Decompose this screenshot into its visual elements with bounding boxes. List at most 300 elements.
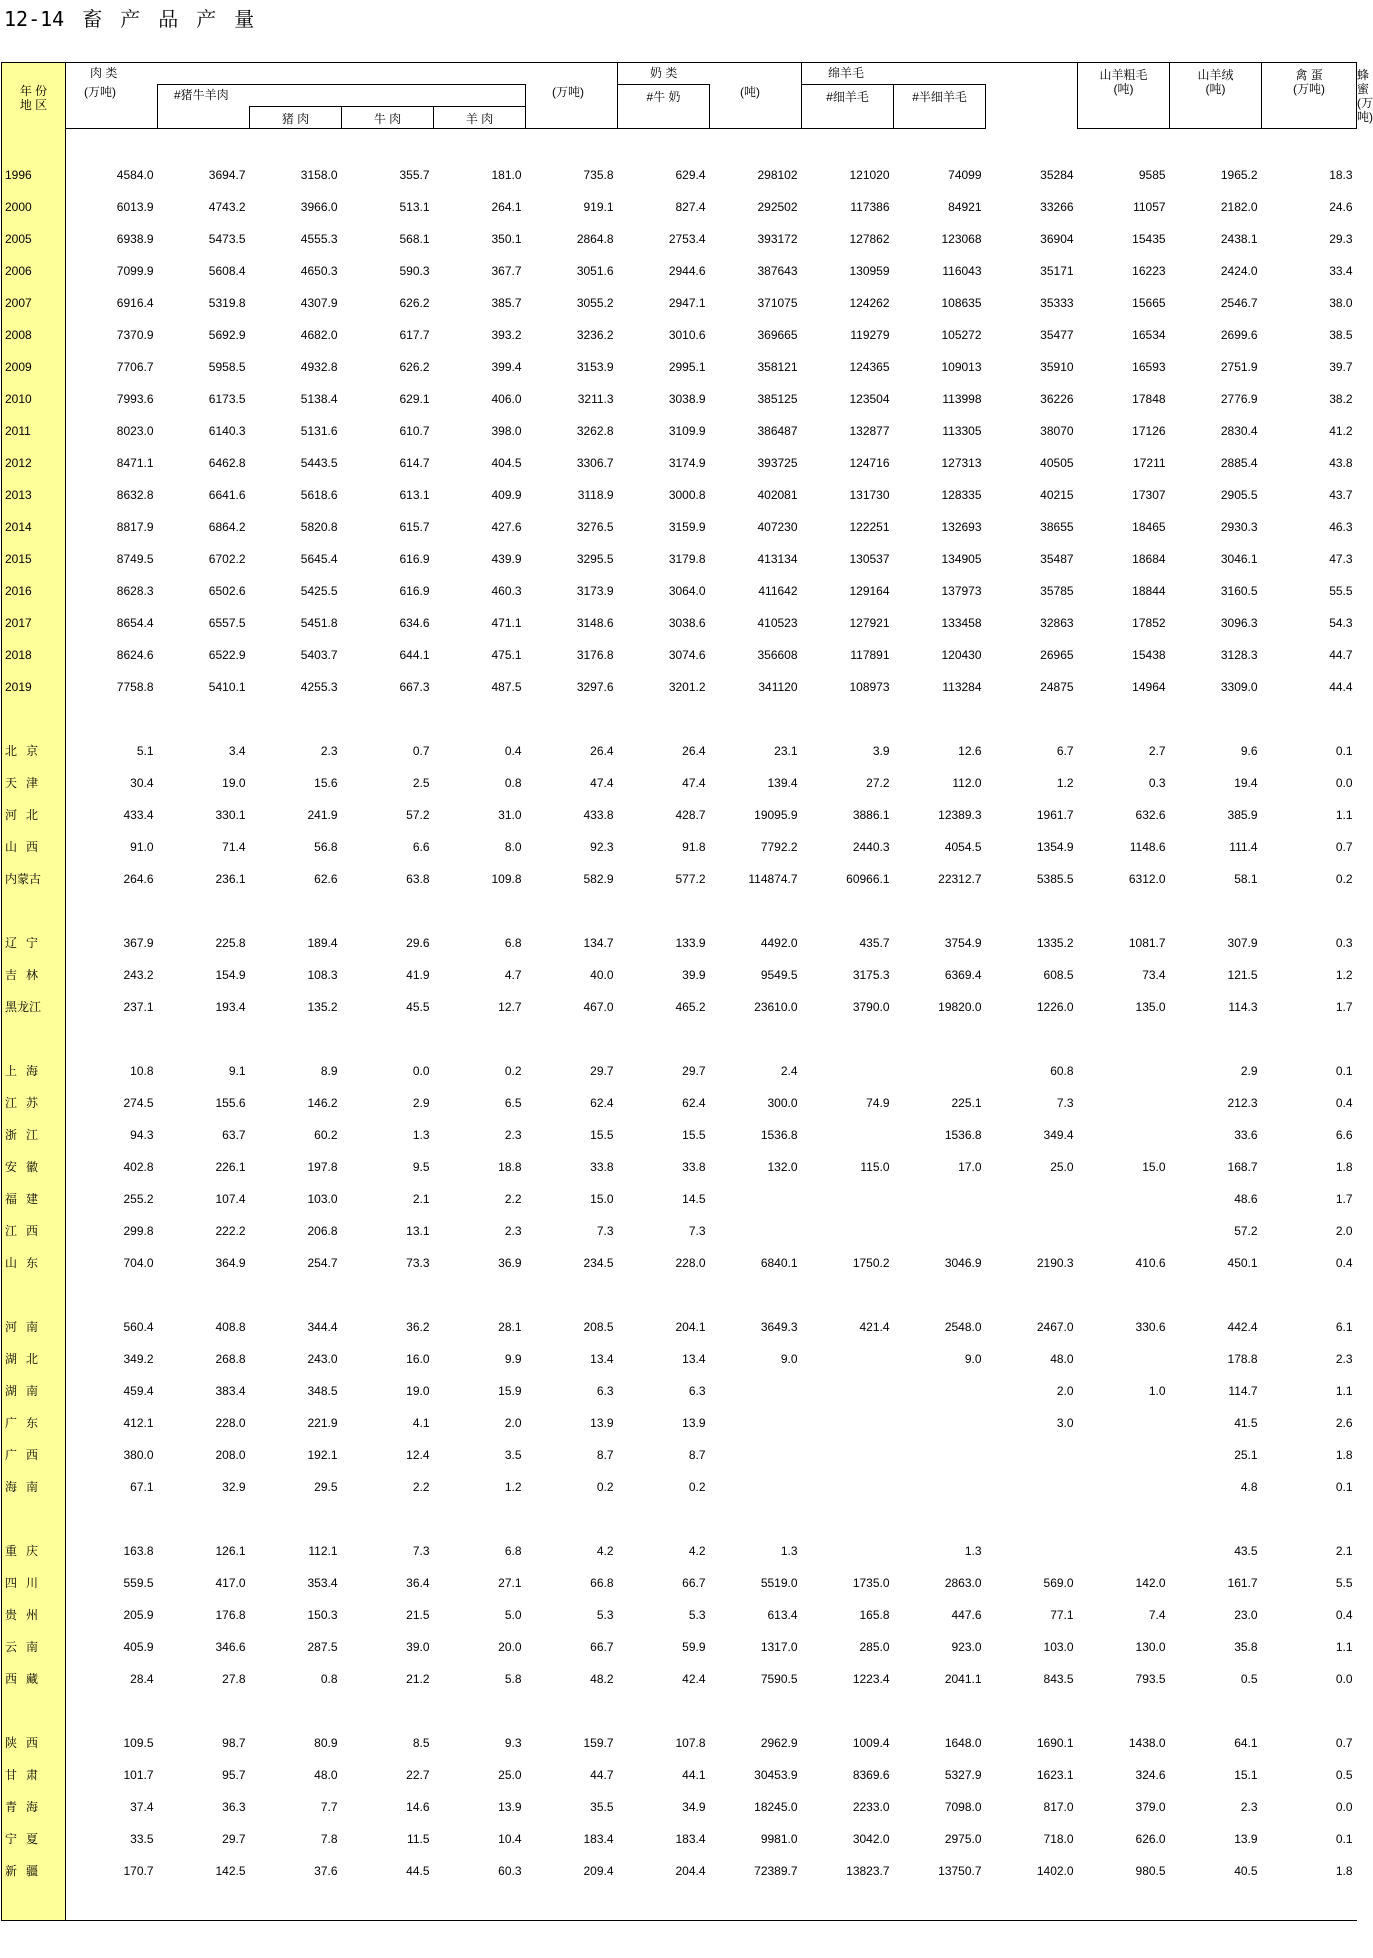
value-cell: 3.9 — [872, 743, 890, 758]
value-cell: 919.1 — [583, 199, 614, 214]
value-cell: 629.1 — [399, 391, 430, 406]
value-cell: 613.4 — [767, 1607, 798, 1622]
value-cell: 4932.8 — [300, 359, 338, 374]
value-cell: 62.4 — [682, 1095, 706, 1110]
empty-cell — [342, 1023, 434, 1055]
value-cell: 29.7 — [222, 1831, 246, 1846]
region-row — [2, 735, 1357, 767]
value-cell: 62.6 — [314, 871, 338, 886]
header-pork: 猪 肉 — [250, 107, 342, 129]
empty-cell — [1262, 129, 1357, 159]
value-cell — [802, 1535, 894, 1567]
value-cell: 9.1 — [228, 1063, 246, 1078]
value-cell: 704.0 — [123, 1255, 154, 1270]
year-cell: 2012 — [2, 447, 66, 479]
value-cell: 613.1 — [399, 487, 430, 502]
value-cell: 36226 — [1040, 391, 1074, 406]
region-cell: 山西 — [2, 831, 66, 863]
value-cell: 15.5 — [682, 1127, 706, 1142]
value-cell: 9585 — [1138, 167, 1166, 182]
value-cell: 5.3 — [596, 1607, 614, 1622]
value-cell: 47.4 — [590, 775, 614, 790]
value-cell — [1078, 1535, 1170, 1567]
value-cell: 3211.3 — [577, 391, 614, 406]
value-cell: 1226.0 — [1036, 999, 1074, 1014]
value-cell: 6.1 — [1335, 1319, 1353, 1334]
value-cell: 6702.2 — [208, 551, 246, 566]
empty-cell — [1262, 1887, 1357, 1921]
value-cell: 3276.5 — [576, 519, 614, 534]
year-cell: 2014 — [2, 511, 66, 543]
value-cell: 36.3 — [222, 1799, 246, 1814]
value-cell: 0.4 — [1335, 1095, 1353, 1110]
value-cell — [986, 1535, 1078, 1567]
region-row — [2, 1663, 1357, 1695]
value-cell: 124262 — [849, 295, 890, 310]
value-cell: 44.7 — [590, 1767, 614, 1782]
value-cell: 0.1 — [1335, 743, 1353, 758]
empty-cell — [434, 1023, 526, 1055]
value-cell: 206.8 — [307, 1223, 338, 1238]
value-cell: 119279 — [850, 327, 890, 342]
value-cell: 154.9 — [215, 967, 246, 982]
value-cell: 1.8 — [1335, 1863, 1353, 1878]
value-cell — [710, 1215, 802, 1247]
year-cell: 2019 — [2, 671, 66, 703]
value-cell: 3109.9 — [668, 423, 706, 438]
value-cell: 285.0 — [859, 1639, 890, 1654]
region-cell: 西藏 — [2, 1663, 66, 1695]
value-cell: 569.0 — [1043, 1575, 1074, 1590]
value-cell: 105272 — [941, 327, 982, 342]
value-cell: 367.9 — [123, 935, 154, 950]
value-cell: 6.3 — [688, 1383, 706, 1398]
region-row — [2, 1055, 1357, 1087]
value-cell — [1078, 1215, 1170, 1247]
value-cell: 274.5 — [123, 1095, 154, 1110]
header-cashmere — [1170, 63, 1262, 129]
value-cell: 475.1 — [491, 647, 522, 662]
value-cell: 0.7 — [412, 743, 430, 758]
value-cell: 2.0 — [1056, 1383, 1074, 1398]
value-cell: 298102 — [757, 167, 798, 182]
value-cell: 13.9 — [682, 1415, 706, 1430]
empty-cell — [434, 1887, 526, 1921]
value-cell: 2467.0 — [1036, 1319, 1074, 1334]
value-cell: 9.3 — [504, 1735, 522, 1750]
value-cell: 3159.9 — [668, 519, 706, 534]
value-cell: 0.5 — [1240, 1671, 1258, 1686]
value-cell: 5.8 — [504, 1671, 522, 1686]
value-cell: 6.3 — [596, 1383, 614, 1398]
value-cell: 616.9 — [399, 551, 430, 566]
region-row — [2, 1311, 1357, 1343]
value-cell: 6641.6 — [208, 487, 246, 502]
year-cell: 2016 — [2, 575, 66, 607]
value-cell: 121.5 — [1227, 967, 1258, 982]
header-pbm-spacer — [158, 107, 250, 129]
value-cell: 5618.6 — [300, 487, 338, 502]
value-cell: 2233.0 — [852, 1799, 890, 1814]
value-cell: 36.2 — [406, 1319, 430, 1334]
value-cell: 13.1 — [406, 1223, 430, 1238]
value-cell: 385.7 — [491, 295, 522, 310]
empty-cell — [802, 1023, 894, 1055]
value-cell: 2.3 — [1335, 1351, 1353, 1366]
value-cell: 12.7 — [498, 999, 522, 1014]
table-number: 12-14 — [4, 7, 65, 31]
value-cell: 142.5 — [215, 1863, 246, 1878]
value-cell — [802, 1439, 894, 1471]
value-cell: 349.2 — [123, 1351, 154, 1366]
value-cell — [1078, 1471, 1170, 1503]
value-cell: 208.5 — [583, 1319, 614, 1334]
value-cell: 3148.6 — [576, 615, 614, 630]
value-cell: 307.9 — [1227, 935, 1258, 950]
value-cell: 409.9 — [491, 487, 522, 502]
empty-cell — [1078, 1503, 1170, 1535]
value-cell: 0.2 — [688, 1479, 706, 1494]
value-cell: 7098.0 — [944, 1799, 982, 1814]
value-cell: 292502 — [757, 199, 798, 214]
value-cell: 94.3 — [130, 1127, 154, 1142]
value-cell: 3046.9 — [944, 1255, 982, 1270]
empty-cell — [986, 1887, 1078, 1921]
value-cell: 923.0 — [951, 1639, 982, 1654]
empty-cell — [250, 895, 342, 927]
value-cell: 608.5 — [1043, 967, 1074, 982]
region-row — [2, 1727, 1357, 1759]
value-cell: 3038.6 — [668, 615, 706, 630]
value-cell: 0.7 — [1335, 1735, 1353, 1750]
value-cell: 14.5 — [682, 1191, 706, 1206]
value-cell: 47.4 — [682, 775, 706, 790]
value-cell: 124716 — [849, 455, 890, 470]
label-cell — [2, 1503, 66, 1535]
value-cell: 33.5 — [130, 1831, 154, 1846]
empty-cell — [1262, 1695, 1357, 1727]
value-cell — [1078, 1055, 1170, 1087]
value-cell: 1.1 — [1335, 807, 1353, 822]
spacer-row — [2, 1023, 1357, 1055]
value-cell: 236.1 — [215, 871, 246, 886]
empty-cell — [434, 1279, 526, 1311]
value-cell: 577.2 — [675, 871, 706, 886]
value-cell: 36.4 — [406, 1575, 430, 1590]
region-cell: 安徽 — [2, 1151, 66, 1183]
value-cell: 5385.5 — [1036, 871, 1074, 886]
value-cell: 367.7 — [491, 263, 522, 278]
value-cell: 6140.3 — [208, 423, 246, 438]
value-cell: 1.7 — [1335, 999, 1353, 1014]
value-cell: 13.9 — [590, 1415, 614, 1430]
value-cell: 17852 — [1132, 615, 1166, 630]
value-cell: 2751.9 — [1220, 359, 1258, 374]
value-cell: 113284 — [942, 679, 982, 694]
empty-cell — [1170, 895, 1262, 927]
value-cell: 20.0 — [498, 1639, 522, 1654]
value-cell: 471.1 — [491, 615, 522, 630]
header-goat-hair-unit: (吨) — [1113, 82, 1134, 96]
value-cell — [710, 1439, 802, 1471]
header-milk-unit: (万吨) — [526, 85, 618, 129]
empty-cell — [894, 129, 986, 159]
value-cell: 0.4 — [1335, 1607, 1353, 1622]
empty-cell — [1170, 129, 1262, 159]
value-cell: 54.3 — [1329, 615, 1353, 630]
region-row — [2, 1631, 1357, 1663]
value-cell: 13750.7 — [938, 1863, 982, 1878]
value-cell: 237.1 — [123, 999, 154, 1014]
empty-cell — [618, 1023, 710, 1055]
value-cell: 33.6 — [1234, 1127, 1258, 1142]
empty-cell — [250, 1023, 342, 1055]
value-cell: 1735.0 — [852, 1575, 890, 1590]
value-cell: 3966.0 — [300, 199, 338, 214]
value-cell: 23.1 — [774, 743, 798, 758]
value-cell: 459.4 — [123, 1383, 154, 1398]
empty-cell — [1078, 1023, 1170, 1055]
region-row — [2, 1215, 1357, 1247]
value-cell: 1.3 — [412, 1127, 430, 1142]
value-cell: 3694.7 — [208, 167, 246, 182]
value-cell: 27.8 — [222, 1671, 246, 1686]
value-cell: 7.3 — [412, 1543, 430, 1558]
value-cell: 38655 — [1040, 519, 1074, 534]
value-cell — [986, 1439, 1078, 1471]
value-cell: 73.3 — [406, 1255, 430, 1270]
value-cell: 350.1 — [491, 231, 522, 246]
value-cell: 130537 — [849, 551, 890, 566]
value-cell: 27.1 — [498, 1575, 522, 1590]
value-cell — [802, 1375, 894, 1407]
empty-cell — [434, 895, 526, 927]
value-cell: 2947.1 — [668, 295, 706, 310]
value-cell: 843.5 — [1043, 1671, 1074, 1686]
value-cell: 130959 — [849, 263, 890, 278]
value-cell: 364.9 — [215, 1255, 246, 1270]
value-cell: 393725 — [757, 455, 798, 470]
empty-cell — [1170, 1279, 1262, 1311]
empty-cell — [158, 703, 250, 735]
value-cell: 35333 — [1040, 295, 1074, 310]
value-cell: 107.4 — [215, 1191, 246, 1206]
year-row — [2, 319, 1357, 351]
value-cell: 5692.9 — [208, 327, 246, 342]
empty-cell — [618, 895, 710, 927]
value-cell: 98.7 — [222, 1735, 246, 1750]
region-cell: 吉林 — [2, 959, 66, 991]
value-cell: 3175.3 — [852, 967, 890, 982]
value-cell: 590.3 — [399, 263, 430, 278]
value-cell: 379.0 — [1135, 1799, 1166, 1814]
value-cell: 614.7 — [399, 455, 430, 470]
value-cell: 5131.6 — [300, 423, 338, 438]
empty-cell — [342, 1503, 434, 1535]
value-cell: 4255.3 — [300, 679, 338, 694]
value-cell: 6173.5 — [208, 391, 246, 406]
value-cell: 1536.8 — [760, 1127, 798, 1142]
value-cell: 115.0 — [860, 1159, 890, 1174]
empty-cell — [802, 703, 894, 735]
value-cell: 25.1 — [1234, 1447, 1258, 1462]
year-row — [2, 511, 1357, 543]
year-row — [2, 287, 1357, 319]
value-cell: 71.4 — [222, 839, 246, 854]
year-row — [2, 639, 1357, 671]
value-cell: 183.4 — [583, 1831, 614, 1846]
value-cell: 8628.3 — [116, 583, 154, 598]
value-cell: 209.4 — [583, 1863, 614, 1878]
year-cell: 2009 — [2, 351, 66, 383]
value-cell: 38.0 — [1329, 295, 1353, 310]
empty-cell — [342, 895, 434, 927]
value-cell: 2424.0 — [1220, 263, 1258, 278]
value-cell: 15435 — [1132, 231, 1166, 246]
value-cell: 8.0 — [504, 839, 522, 854]
empty-cell — [1170, 703, 1262, 735]
region-cell: 四川 — [2, 1567, 66, 1599]
value-cell: 6.6 — [1335, 1127, 1353, 1142]
value-cell: 7792.2 — [760, 839, 798, 854]
value-cell: 1961.7 — [1036, 807, 1074, 822]
value-cell: 2830.4 — [1220, 423, 1258, 438]
value-cell: 74099 — [948, 167, 982, 182]
value-cell: 1.0 — [1148, 1383, 1166, 1398]
value-cell: 1.1 — [1335, 1383, 1353, 1398]
value-cell: 48.0 — [314, 1767, 338, 1782]
label-cell — [2, 703, 66, 735]
value-cell: 408.8 — [215, 1319, 246, 1334]
value-cell: 324.6 — [1135, 1767, 1166, 1782]
value-cell: 19820.0 — [938, 999, 982, 1014]
value-cell: 124365 — [849, 359, 890, 374]
value-cell: 36904 — [1040, 231, 1074, 246]
region-cell: 甘肃 — [2, 1759, 66, 1791]
empty-cell — [802, 895, 894, 927]
region-row — [2, 1855, 1357, 1887]
empty-cell — [618, 703, 710, 735]
value-cell: 2.0 — [1335, 1223, 1353, 1238]
value-cell: 616.9 — [399, 583, 430, 598]
value-cell: 406.0 — [491, 391, 522, 406]
value-cell: 58.1 — [1234, 871, 1258, 886]
year-row — [2, 191, 1357, 223]
value-cell: 33.4 — [1329, 263, 1353, 278]
value-cell: 6.8 — [504, 1543, 522, 1558]
value-cell: 1.2 — [504, 1479, 522, 1494]
year-row — [2, 255, 1357, 287]
value-cell: 3297.6 — [576, 679, 614, 694]
empty-cell — [710, 1023, 802, 1055]
value-cell: 137973 — [941, 583, 982, 598]
value-cell: 32863 — [1040, 615, 1074, 630]
value-cell: 6840.1 — [760, 1255, 798, 1270]
value-cell: 18.8 — [498, 1159, 522, 1174]
value-cell: 133458 — [941, 615, 982, 630]
value-cell: 0.7 — [1335, 839, 1353, 854]
value-cell: 222.2 — [215, 1223, 246, 1238]
value-cell: 9.0 — [964, 1351, 982, 1366]
empty-cell — [1078, 129, 1170, 159]
value-cell: 21.2 — [406, 1671, 430, 1686]
value-cell: 28.4 — [130, 1671, 154, 1686]
region-cell: 宁夏 — [2, 1823, 66, 1855]
value-cell: 133.9 — [675, 935, 706, 950]
value-cell: 225.1 — [951, 1095, 982, 1110]
value-cell: 5.5 — [1335, 1575, 1353, 1590]
value-cell: 95.7 — [222, 1767, 246, 1782]
value-cell: 5.3 — [688, 1607, 706, 1622]
empty-cell — [1170, 1503, 1262, 1535]
year-row — [2, 479, 1357, 511]
region-row — [2, 1599, 1357, 1631]
value-cell: 114.3 — [1228, 999, 1258, 1014]
value-cell: 7.8 — [320, 1831, 338, 1846]
value-cell: 48.0 — [1050, 1351, 1074, 1366]
region-row — [2, 1119, 1357, 1151]
value-cell: 23.0 — [1234, 1607, 1258, 1622]
value-cell: 299.8 — [123, 1223, 154, 1238]
value-cell: 1081.7 — [1128, 935, 1166, 950]
value-cell: 228.0 — [675, 1255, 706, 1270]
value-cell: 5443.5 — [300, 455, 338, 470]
empty-cell — [894, 703, 986, 735]
value-cell: 610.7 — [399, 423, 430, 438]
value-cell: 2930.3 — [1220, 519, 1258, 534]
value-cell: 5958.5 — [208, 359, 246, 374]
value-cell: 7.4 — [1148, 1607, 1166, 1622]
value-cell: 116043 — [942, 263, 982, 278]
value-cell: 13.4 — [682, 1351, 706, 1366]
value-cell: 35910 — [1040, 359, 1074, 374]
value-cell: 60.8 — [1050, 1063, 1074, 1078]
value-cell: 3262.8 — [576, 423, 614, 438]
value-cell: 40215 — [1040, 487, 1074, 502]
region-cell: 海南 — [2, 1471, 66, 1503]
empty-cell — [250, 1695, 342, 1727]
value-cell: 2753.4 — [668, 231, 706, 246]
value-cell: 6369.4 — [944, 967, 982, 982]
value-cell: 228.0 — [215, 1415, 246, 1430]
value-cell: 47.3 — [1329, 551, 1353, 566]
empty-cell — [250, 1887, 342, 1921]
empty-cell — [710, 703, 802, 735]
value-cell: 3128.3 — [1220, 647, 1258, 662]
empty-cell — [802, 1695, 894, 1727]
empty-cell — [1262, 895, 1357, 927]
value-cell: 735.8 — [583, 167, 614, 182]
value-cell: 0.2 — [596, 1479, 614, 1494]
empty-cell — [618, 1503, 710, 1535]
value-cell: 4.2 — [688, 1543, 706, 1558]
region-cell: 上海 — [2, 1055, 66, 1087]
empty-cell — [1078, 703, 1170, 735]
value-cell: 42.4 — [682, 1671, 706, 1686]
value-cell: 3236.2 — [576, 327, 614, 342]
value-cell: 9.9 — [504, 1351, 522, 1366]
value-cell — [894, 1439, 986, 1471]
empty-cell — [986, 1023, 1078, 1055]
value-cell: 626.2 — [399, 359, 430, 374]
value-cell: 48.2 — [590, 1671, 614, 1686]
region-cell: 河北 — [2, 799, 66, 831]
value-cell: 3118.9 — [577, 487, 614, 502]
value-cell: 113305 — [942, 423, 982, 438]
value-cell: 243.0 — [307, 1351, 338, 1366]
value-cell: 447.6 — [951, 1607, 982, 1622]
value-cell: 383.4 — [215, 1383, 246, 1398]
